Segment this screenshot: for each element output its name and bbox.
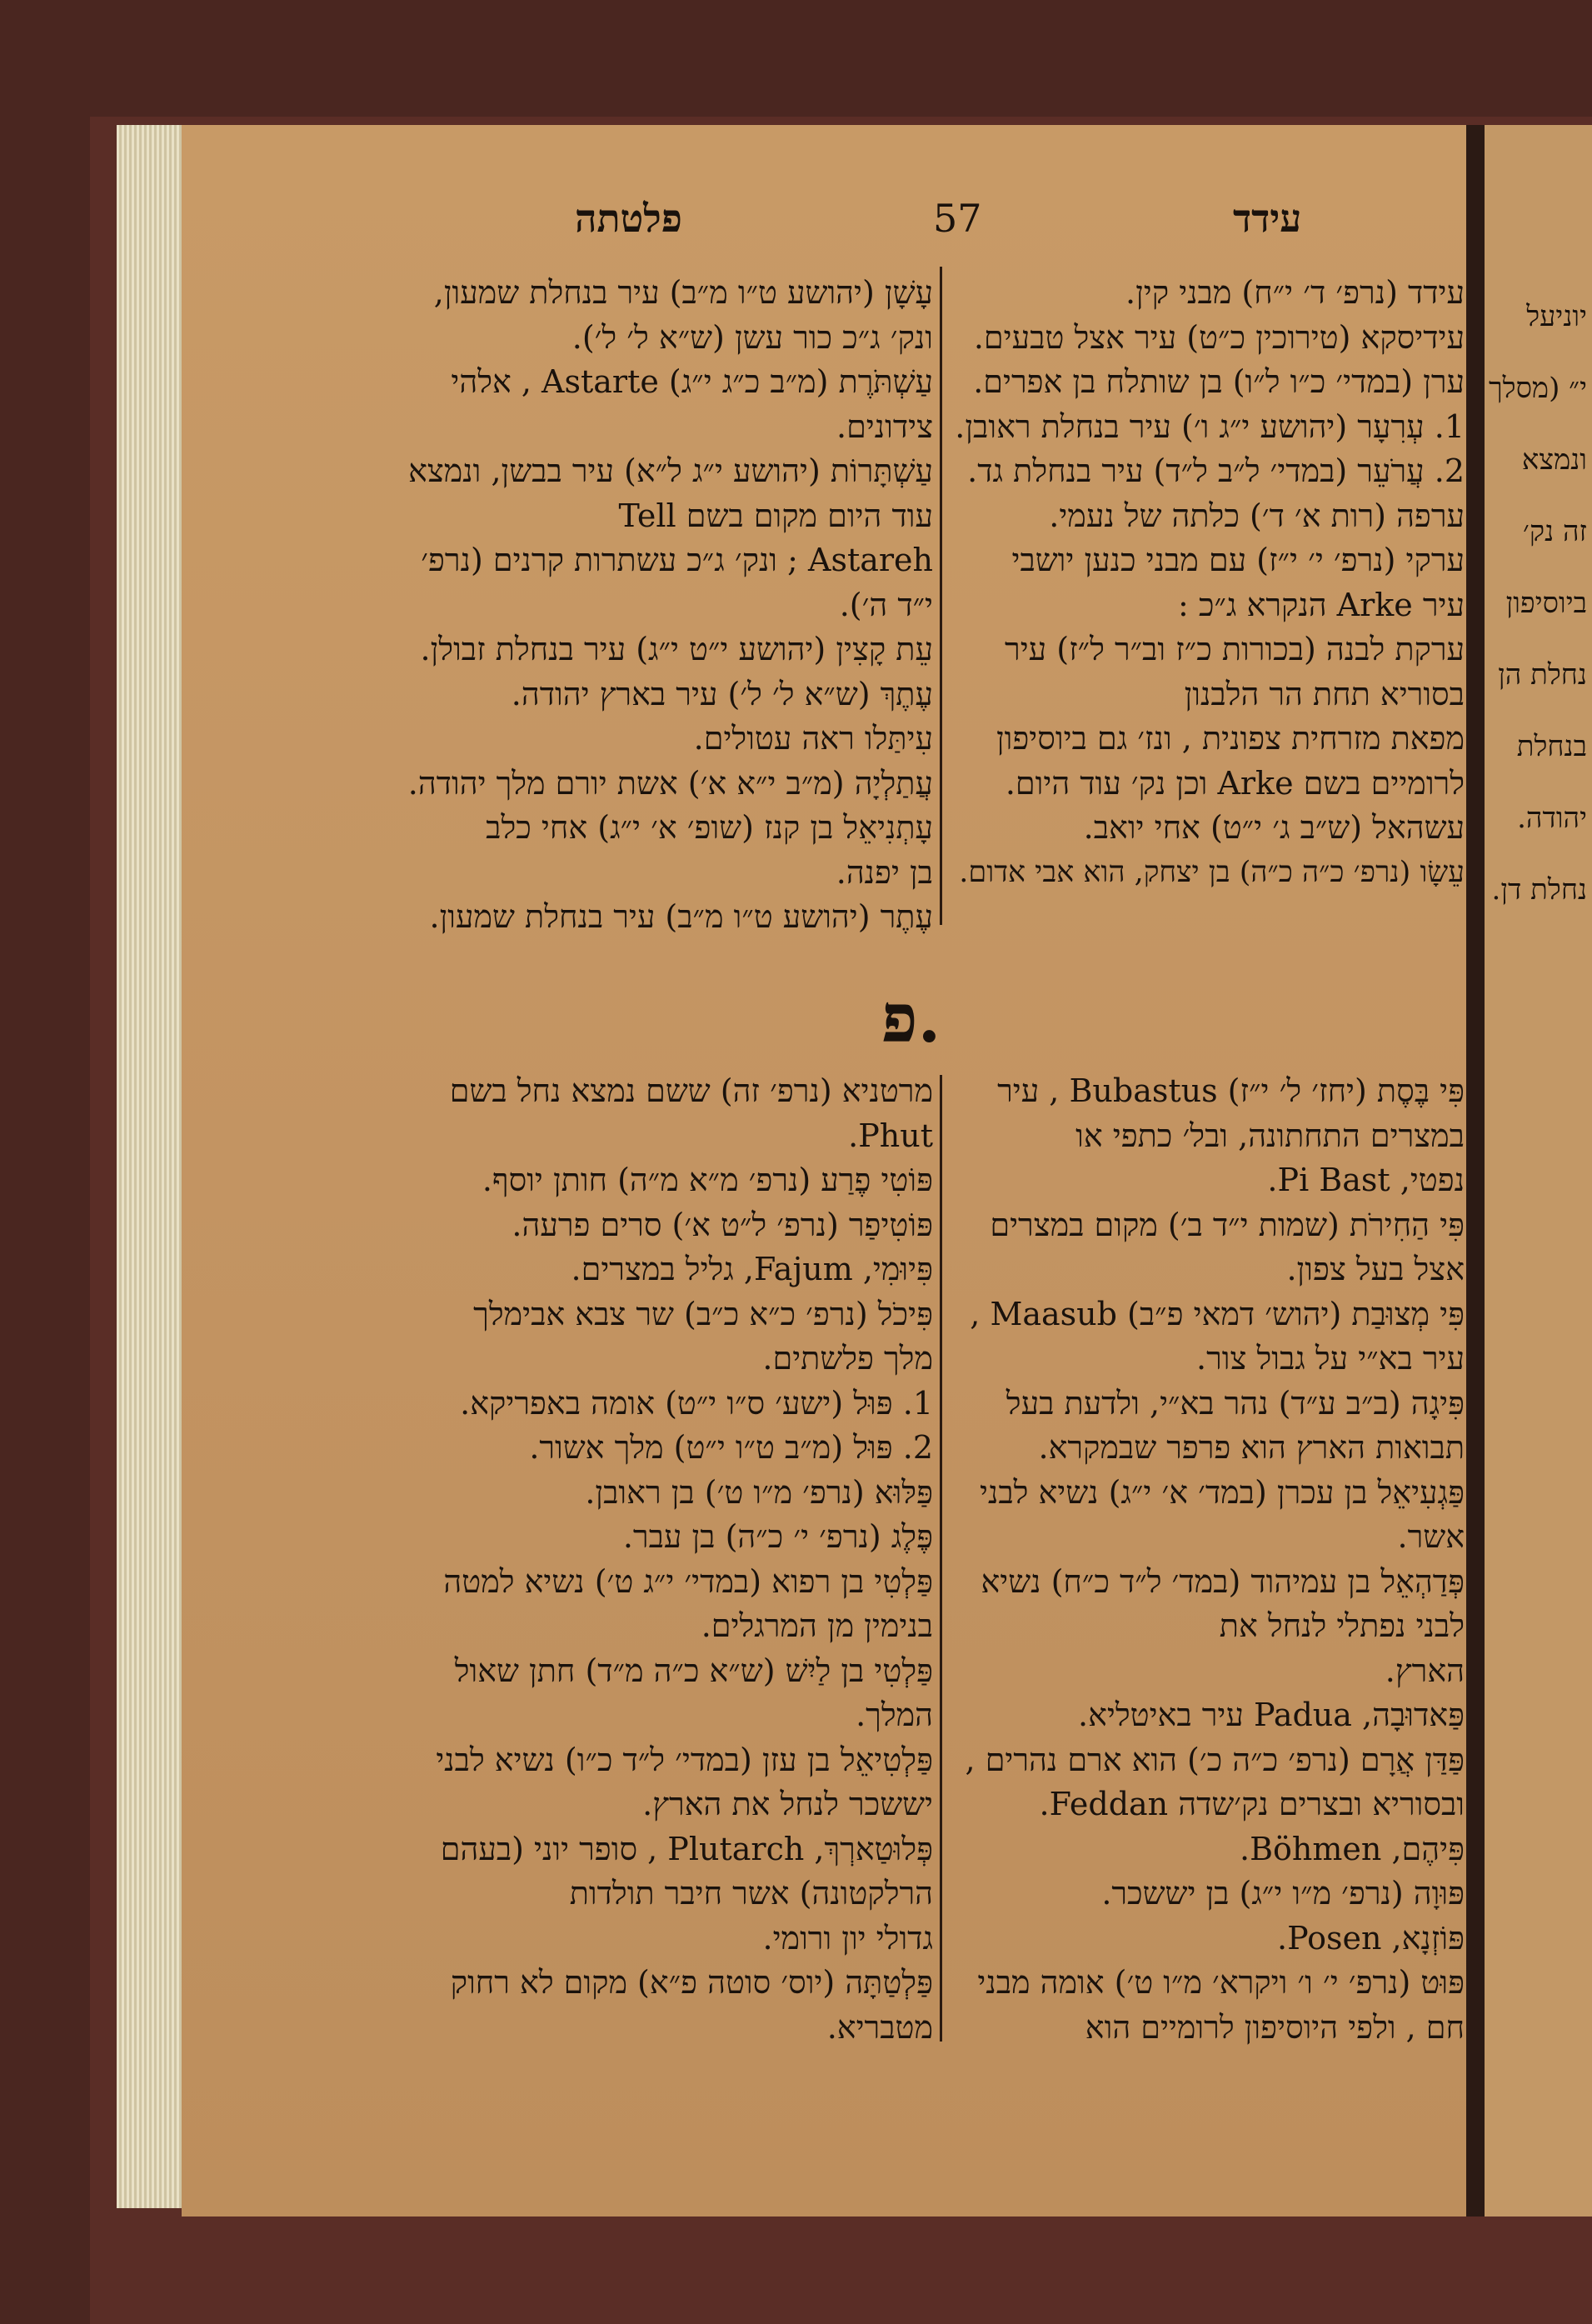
dictionary-line: בסוריא תחת הר הלבנון bbox=[1184, 675, 1465, 712]
dictionary-line: יהודה. bbox=[1517, 802, 1587, 835]
dictionary-line: עַשְׁתֹּרֶת (מ״ב כ״ג י״ג) Astarte , אלהי bbox=[451, 363, 933, 400]
dictionary-line: ערקת לבנה (בכורות כ״ז וב״ר ל״ז) עיר bbox=[1005, 631, 1465, 667]
dictionary-line: מרטניא (נרפ׳ זה) ששם נמצא נחל בשם bbox=[449, 1072, 933, 1109]
dictionary-line: פַּלּוּא (נרפ׳ מ״ו ט׳) בן ראובן. bbox=[585, 1473, 933, 1511]
dictionary-line: ביוסיפון bbox=[1505, 587, 1587, 620]
dictionary-line: פַּדַּן אֲרָם (נרפ׳ כ״ה כ׳) הוא ארם נהרים , bbox=[965, 1741, 1465, 1778]
dictionary-line: עַשְׁתָּרוֹת (יהושע י״ג ל״א) עיר בבשן, ונמצא bbox=[408, 452, 933, 489]
column-rule-top bbox=[940, 267, 942, 925]
column-rule-bottom bbox=[940, 1075, 942, 2042]
dictionary-line: במצרים התחתונה, ובל׳ כתפי או bbox=[1075, 1117, 1465, 1154]
dictionary-line: אשר. bbox=[1397, 1518, 1465, 1555]
dictionary-line: עֵשָׂו (נרפ׳ כ״ה כ״ה) בן יצחק, הוא אבי אדום. bbox=[959, 855, 1465, 889]
dictionary-line: פּוּוָה (נרפ׳ מ״ו י״ג) בן יששכר. bbox=[1101, 1875, 1465, 1912]
dictionary-line: בנחלת bbox=[1516, 730, 1587, 763]
dictionary-line: הרלקטונה) אשר חיבר תולדות bbox=[569, 1875, 933, 1912]
dictionary-line: פַּלְטִיאֵל בן עזן (במדי׳ ל״ד כ״ו) נשיא לבני bbox=[436, 1741, 933, 1778]
dictionary-line: נפטי, Pi Bast. bbox=[1267, 1162, 1465, 1198]
dictionary-line: ערפה (רות א׳ ד׳) כלתה של נעמי. bbox=[1049, 497, 1465, 534]
dictionary-line: פַּלְטַתָּה (יוס׳ סוטה פ״א) מקום לא רחוק bbox=[450, 1964, 933, 2001]
dictionary-line: פִּיגָה (ב״ב ע״ד) נהר בא״י, ולדעת בעל bbox=[1006, 1384, 1465, 1422]
dictionary-line: פִּיהֶם, Böhmen. bbox=[1240, 1830, 1465, 1867]
dictionary-line: ונק׳ ג״כ כור עשן (ש״א ל׳ ל׳). bbox=[571, 318, 933, 356]
section-letter: פ. bbox=[881, 979, 941, 1057]
dictionary-line: פְּדַהְאֵל בן עמיהוד (במד׳ ל״ד כ״ח) נשיא bbox=[981, 1562, 1465, 1600]
dictionary-line: 1. עְרִעָר (יהושע י״ג ו׳) עיר בנחלת ראובן. bbox=[955, 407, 1465, 445]
dictionary-line: ובסוריא ובצרים נק׳שדה Feddan. bbox=[1039, 1786, 1465, 1822]
dictionary-line: י״ (מסלך bbox=[1488, 372, 1587, 405]
dictionary-line: יששכר לנחל את הארץ. bbox=[642, 1786, 933, 1822]
dictionary-line: Astareh ; ונק׳ ג״כ עשתרות קרנים (נרפ׳ bbox=[421, 542, 933, 578]
dictionary-line: מלך פלשתים. bbox=[762, 1340, 933, 1377]
dictionary-line: Phut. bbox=[848, 1117, 933, 1154]
dictionary-line: פּוֹטִיפַר (נרפ׳ ל״ט א׳) סרים פרעה. bbox=[512, 1206, 933, 1243]
dictionary-line: פַּלְטִי בן רפוא (במדי׳ י״ג ט׳) נשיא למטה bbox=[443, 1562, 933, 1600]
dictionary-line: ערקי (נרפ׳ י׳ י״ז) עם מבני כנען יושבי bbox=[1011, 542, 1465, 578]
dictionary-line: המלך. bbox=[856, 1697, 933, 1733]
dictionary-line: עיר בא״י על גבול צור. bbox=[1196, 1340, 1465, 1377]
dictionary-line: פִּי הַחִירֹת (שמות י״ד ב׳) מקום במצרים bbox=[990, 1206, 1465, 1243]
dictionary-line: פִּי בֶּסֶת (יחז׳ ל׳ י״ז) Bubastus , עיר bbox=[997, 1072, 1465, 1109]
dictionary-line: עֵת קָצִין (יהושע י״ט י״ג) עיר בנחלת זבולן. bbox=[420, 631, 933, 667]
dictionary-line: לרומיים בשם Arke וכן נק׳ עוד היום. bbox=[1005, 764, 1465, 802]
dictionary-line: צידונים. bbox=[836, 407, 933, 445]
dictionary-line: בנימין מן המרגלים. bbox=[701, 1607, 933, 1644]
dictionary-line: י״ד ה׳). bbox=[839, 586, 933, 623]
dictionary-line: עֲתַלְיָה (מ״ב י״א א׳) אשת יורם מלך יהודה. bbox=[407, 764, 933, 802]
dictionary-line: 2. עֲרֹעֵר (במדי׳ ל״ב ל״ד) עיר בנחלת גד. bbox=[967, 452, 1465, 489]
dictionary-line: 2. פּוּל (מ״ב ט״ו י״ט) מלך אשור. bbox=[529, 1429, 933, 1466]
dictionary-line: נחלת הן bbox=[1498, 658, 1587, 692]
bottom-left-column bbox=[392, 1069, 933, 2050]
dictionary-line: תבואות הארץ הוא פרפר שבמקרא. bbox=[1038, 1429, 1465, 1466]
dictionary-line: עֶתֶר (יהושע ט״ו מ״ב) עיר בנחלת שמעון. bbox=[429, 898, 933, 935]
dictionary-line: פֶּלֶג (נרפ׳ י׳ כ״ה) בן עבר. bbox=[622, 1518, 933, 1555]
dictionary-line: זה נק׳ bbox=[1523, 515, 1587, 548]
bottom-right-column bbox=[948, 1069, 1465, 2050]
dictionary-line: חם , ולפי היוסיפון לרומיים הוא bbox=[1085, 2008, 1465, 2046]
next-page-text bbox=[1488, 267, 1587, 940]
dictionary-line: עָשָׁן (יהושע ט״ו מ״ב) עיר בנחלת שמעון, bbox=[433, 274, 933, 311]
dictionary-line: גדולי יון ורומי. bbox=[762, 1919, 933, 1957]
page-edges bbox=[117, 125, 183, 2208]
page-number: 57 bbox=[933, 196, 982, 241]
dictionary-line: ונמצא bbox=[1521, 443, 1587, 477]
dictionary-line: עוד היום מקום בשם Tell bbox=[618, 497, 933, 534]
dictionary-line: פַּלְטִי בן לַיִשׁ (ש״א כ״ה מ״ד) חתן שאול bbox=[454, 1652, 933, 1689]
dictionary-line: 1. פּוּל (ישע׳ ס״ו י״ט) אומה באפריקא. bbox=[460, 1384, 933, 1422]
running-head-left: פלטתה bbox=[575, 196, 682, 241]
dictionary-line: מפאת מזרחית צפונית , ונז׳ גם ביוסיפון bbox=[996, 720, 1465, 757]
dictionary-line: לבני נפתלי לנחל את bbox=[1219, 1607, 1465, 1644]
top-left-column bbox=[392, 271, 933, 940]
dictionary-line: פַּאדוּבָה, Padua עיר באיטליא. bbox=[1078, 1697, 1465, 1733]
dictionary-line: עָתְנִיאֵל בן קנז (שופ׳ א׳ י״ג) אחי כלב bbox=[486, 809, 933, 846]
dictionary-line: יוניעל bbox=[1526, 300, 1587, 333]
dictionary-line: מטבריא. bbox=[826, 2008, 933, 2046]
dictionary-line: פּוּט (נרפ׳ י׳ ו׳ ויקרא׳ מ״ו ט׳) אומה מבני bbox=[977, 1964, 1465, 2001]
dictionary-line: פּוֹזְנָא, Posen. bbox=[1276, 1919, 1465, 1957]
dictionary-line: ערן (במדי׳ כ״ו ל״ו) בן שותלח בן אפרים. bbox=[973, 363, 1465, 400]
dictionary-line: הארץ. bbox=[1385, 1652, 1465, 1689]
dictionary-line: נחלת דן. bbox=[1491, 873, 1587, 907]
page-gutter bbox=[1466, 125, 1485, 2217]
dictionary-line: פַּגְעִיאֵל בן עכרן (במד׳ א׳ י״ג) נשיא לבני bbox=[980, 1473, 1465, 1511]
dictionary-line: פְּלוּטַארְךְ, Plutarch , סופר יוני (בעהם bbox=[440, 1830, 933, 1867]
dictionary-line: אצל בעל צפון. bbox=[1286, 1251, 1465, 1287]
dictionary-line: בן יפנה. bbox=[836, 853, 933, 891]
next-page-edge bbox=[1485, 125, 1592, 2217]
dictionary-line: פּוֹטִי פֶרַע (נרפ׳ מ״א מ״ה) חותן יוסף. bbox=[482, 1162, 933, 1198]
dictionary-line: עשהאל (ש״ב ג׳ י״ט) אחי יואב. bbox=[1083, 809, 1465, 846]
dictionary-line: פִּי מְצוּבַת (יהוש׳ דמאי פ״ב) Maasub , bbox=[970, 1295, 1465, 1332]
dictionary-line: פִּיכֹל (נרפ׳ כ״א כ״ב) שר צבא אבימלך bbox=[473, 1295, 933, 1332]
dictionary-line: עִיתַּלו ראה עטולים. bbox=[693, 720, 933, 757]
top-right-column bbox=[948, 271, 1465, 895]
running-head-right: עידד bbox=[1233, 196, 1302, 241]
dictionary-line: עידד (נרפ׳ ד׳ י״ח) מבני קין. bbox=[1125, 274, 1465, 311]
dictionary-line: פִּיוּמִי, Fajum, גליל במצרים. bbox=[571, 1251, 933, 1287]
dictionary-line: עֶתֶךְ (ש״א ל׳ ל׳) עיר בארץ יהודה. bbox=[511, 675, 933, 712]
dictionary-line: עידיסקא (טירוכין כ״ט) עיר אצל טבעים. bbox=[973, 318, 1465, 356]
dictionary-line: עיר Arke הנקרא ג״כ : bbox=[1178, 586, 1465, 623]
